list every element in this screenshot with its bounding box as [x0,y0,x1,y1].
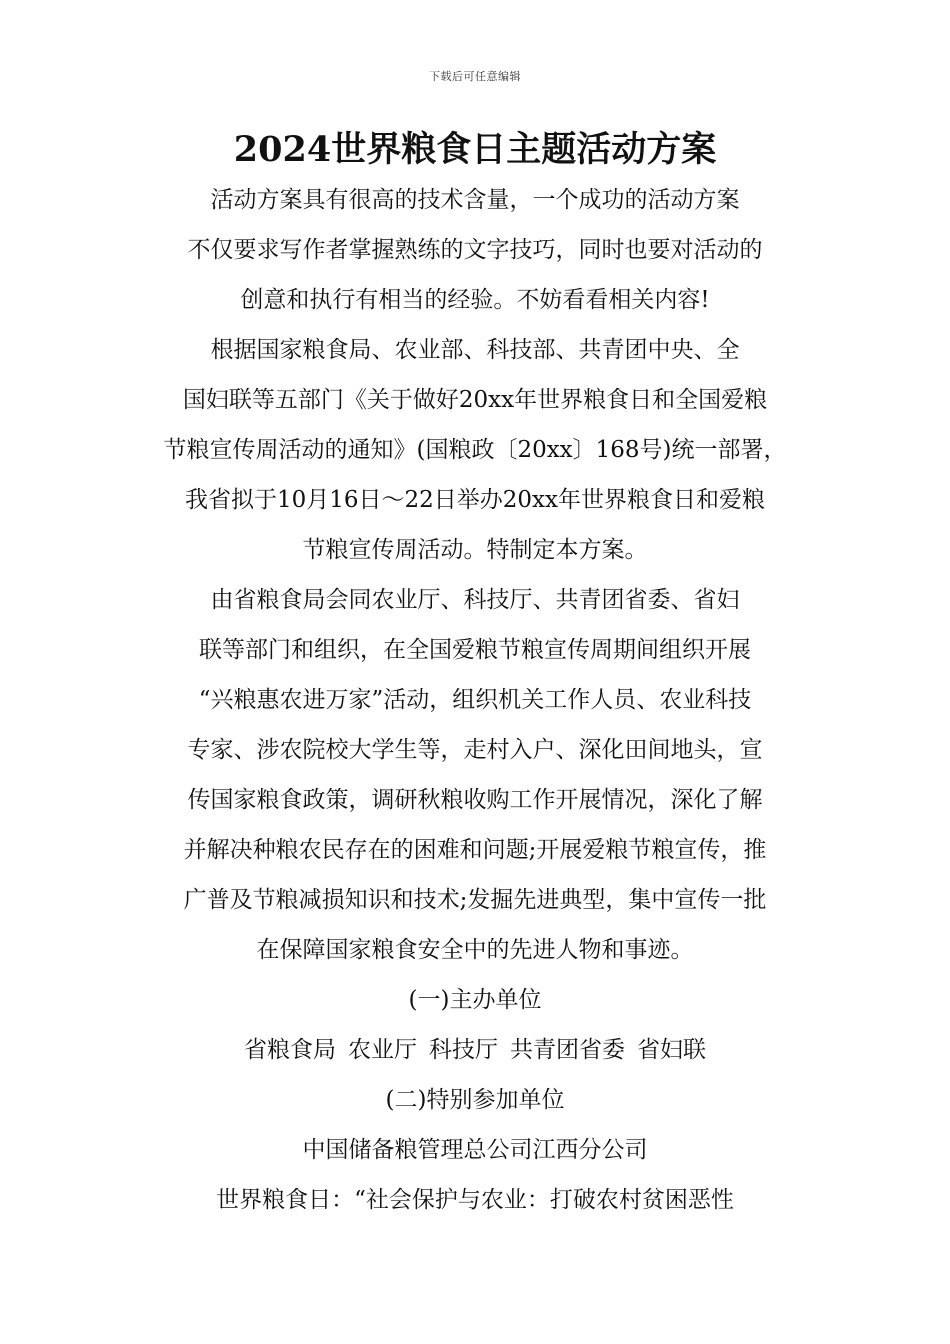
body-line: 我省拟于10月16日～22日举办20xx年世界粮食日和爱粮 [184,487,765,513]
organizer-name: 省粮食局 [244,1037,336,1063]
body-line: 并解决种粮农民存在的困难和问题;开展爱粮节粮宣传，推 [183,837,767,863]
header-note: 下载后可任意编辑 [429,70,521,83]
participant-name: 中国储备粮管理总公司江西分公司 [302,1137,648,1163]
body-line: 创意和执行有相当的经验。不妨看看相关内容! [240,287,710,313]
body-line: 由省粮食局会同农业厅、科技厅、共青团省委、省妇 [210,587,740,613]
body-line: “兴粮惠农进万家”活动，组织机关工作人员、农业科技 [198,687,752,713]
organizer-name: 科技厅 [429,1037,498,1063]
organizer-name: 农业厅 [348,1037,417,1063]
body-line: 联等部门和组织，在全国爱粮节粮宣传周期间组织开展 [199,637,751,663]
body-line: 传国家粮食政策，调研秋粮收购工作开展情况，深化了解 [187,787,763,813]
body-line: 世界粮食日：“社会保护与农业：打破农村贫困恶性 [216,1187,734,1213]
body-line: 广普及节粮减损知识和技术;发掘先进典型，集中宣传一批 [183,887,767,913]
body-line: 活动方案具有很高的技术含量，一个成功的活动方案 [210,187,740,213]
section-heading-participants: (二)特别参加单位 [385,1087,565,1113]
section-heading-organizers: (一)主办单位 [408,987,542,1013]
body-line: 节粮宣传周活动。特制定本方案。 [302,537,648,563]
body-line: 在保障国家粮食安全中的先进人物和事迹。 [256,937,694,963]
body-line: 节粮宣传周活动的通知》(国粮政〔20xx〕168号)统一部署， [163,437,787,463]
body-line: 专家、涉农院校大学生等，走村入户、深化田间地头，宣 [187,737,763,763]
organizer-name: 共青团省委 [510,1037,625,1063]
document-title: 2024世界粮食日主题活动方案 [233,129,717,170]
organizer-name: 省妇联 [637,1037,706,1063]
body-line: 根据国家粮食局、农业部、科技部、共青团中央、全 [210,337,740,363]
organizers-line [0,1034,950,1066]
body-line: 不仅要求写作者掌握熟练的文字技巧，同时也要对活动的 [187,237,763,263]
body-line: 国妇联等五部门《关于做好20xx年世界粮食日和全国爱粮 [182,387,768,413]
